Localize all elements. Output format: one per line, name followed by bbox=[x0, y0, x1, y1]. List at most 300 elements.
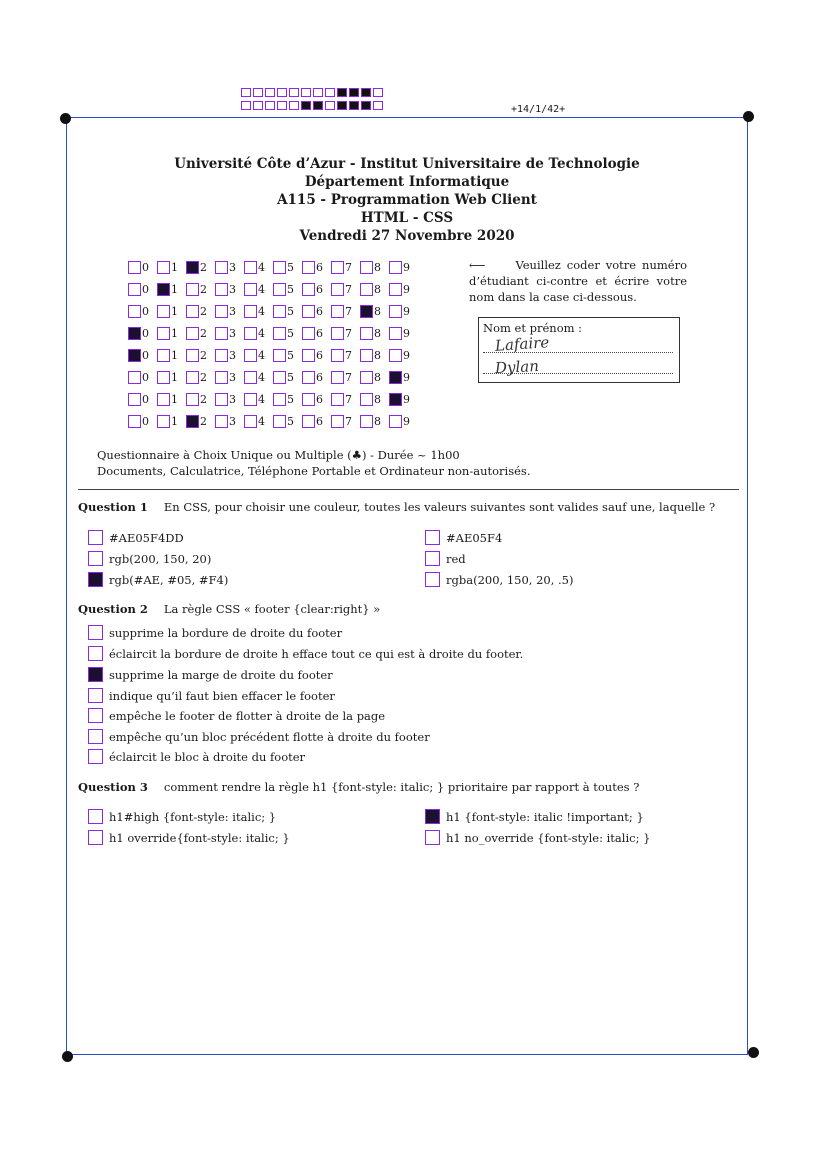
option-text: #AE05F4 bbox=[446, 530, 503, 545]
student-grid-cell[interactable] bbox=[128, 393, 157, 406]
digit-label: 0 bbox=[142, 282, 149, 296]
checkbox[interactable] bbox=[244, 261, 257, 274]
barcode-cell bbox=[253, 101, 263, 110]
digit-label: 6 bbox=[316, 392, 323, 406]
answer-checkbox[interactable] bbox=[88, 729, 103, 744]
student-grid-cell[interactable] bbox=[331, 261, 360, 274]
checkbox[interactable] bbox=[273, 305, 286, 318]
barcode-cell bbox=[313, 88, 323, 97]
digit-label: 6 bbox=[316, 304, 323, 318]
checkbox[interactable] bbox=[302, 327, 315, 340]
checkbox[interactable] bbox=[360, 261, 373, 274]
student-grid-cell[interactable] bbox=[244, 349, 273, 362]
checkbox[interactable] bbox=[331, 415, 344, 428]
checkbox[interactable] bbox=[331, 393, 344, 406]
barcode-cell bbox=[277, 101, 287, 110]
checkbox[interactable] bbox=[389, 349, 402, 362]
barcode-row-2 bbox=[241, 101, 383, 110]
student-grid-cell[interactable] bbox=[244, 393, 273, 406]
student-grid-row bbox=[128, 256, 418, 278]
student-grid-cell[interactable] bbox=[302, 393, 331, 406]
question-2-option[interactable] bbox=[88, 749, 305, 764]
student-grid-cell[interactable] bbox=[273, 305, 302, 318]
checkbox[interactable] bbox=[244, 393, 257, 406]
answer-checkbox[interactable] bbox=[425, 551, 440, 566]
student-grid-cell[interactable] bbox=[186, 349, 215, 362]
student-grid-cell[interactable] bbox=[215, 415, 244, 428]
barcode-cell bbox=[289, 101, 299, 110]
checkbox[interactable] bbox=[302, 371, 315, 384]
question-3-option[interactable] bbox=[425, 809, 644, 824]
student-grid-cell[interactable] bbox=[360, 371, 389, 384]
digit-label: 5 bbox=[287, 326, 294, 340]
student-grid-cell[interactable] bbox=[302, 371, 331, 384]
student-grid-cell[interactable] bbox=[273, 327, 302, 340]
question-text: La règle CSS « footer {clear:right} » bbox=[163, 602, 381, 616]
checkbox[interactable] bbox=[360, 327, 373, 340]
student-grid-cell[interactable] bbox=[331, 349, 360, 362]
checkbox[interactable] bbox=[128, 305, 141, 318]
digit-label: 0 bbox=[142, 260, 149, 274]
barcode-cell bbox=[337, 88, 347, 97]
digit-label: 9 bbox=[403, 348, 410, 362]
answer-checkbox[interactable] bbox=[88, 830, 103, 845]
student-grid-cell[interactable] bbox=[157, 283, 186, 296]
student-grid-cell[interactable] bbox=[128, 371, 157, 384]
student-grid-row bbox=[128, 344, 418, 366]
handwritten-last-name: Lafaire bbox=[494, 333, 550, 355]
student-grid-cell[interactable] bbox=[302, 327, 331, 340]
student-grid-cell[interactable] bbox=[389, 305, 418, 318]
student-grid-cell[interactable] bbox=[360, 349, 389, 362]
question-2-option[interactable] bbox=[88, 646, 523, 661]
student-grid-cell[interactable] bbox=[215, 349, 244, 362]
digit-label: 1 bbox=[171, 392, 178, 406]
digit-label: 3 bbox=[229, 348, 236, 362]
student-grid-cell[interactable] bbox=[302, 415, 331, 428]
student-grid-row bbox=[128, 388, 418, 410]
checkbox[interactable] bbox=[157, 393, 170, 406]
student-grid-cell[interactable] bbox=[360, 261, 389, 274]
barcode-cell bbox=[265, 88, 275, 97]
answer-checkbox[interactable] bbox=[88, 749, 103, 764]
student-grid-cell[interactable] bbox=[273, 393, 302, 406]
checkbox[interactable] bbox=[244, 371, 257, 384]
question-label: Question 3 bbox=[78, 780, 148, 794]
student-grid-cell[interactable] bbox=[215, 327, 244, 340]
answer-checkbox[interactable] bbox=[88, 809, 103, 824]
barcode-cell bbox=[361, 88, 371, 97]
answer-checkbox[interactable] bbox=[88, 625, 103, 640]
option-text: éclaircit la bordure de droite h efface tout ce qui est à droite du footer. bbox=[109, 646, 524, 661]
checkbox[interactable] bbox=[389, 415, 402, 428]
barcode-cell bbox=[373, 88, 383, 97]
option-text: éclaircit le bloc à droite du footer bbox=[109, 749, 306, 764]
student-grid-cell[interactable] bbox=[360, 327, 389, 340]
checkbox[interactable] bbox=[128, 327, 141, 340]
student-number-grid bbox=[128, 256, 418, 432]
student-grid-cell[interactable] bbox=[244, 305, 273, 318]
question-1-option[interactable] bbox=[425, 551, 466, 566]
checkbox[interactable] bbox=[389, 393, 402, 406]
student-grid-cell[interactable] bbox=[157, 393, 186, 406]
checkbox[interactable] bbox=[389, 371, 402, 384]
checkbox[interactable] bbox=[186, 371, 199, 384]
digit-label: 3 bbox=[229, 392, 236, 406]
student-grid-cell[interactable] bbox=[215, 305, 244, 318]
name-box[interactable] bbox=[478, 317, 680, 383]
student-grid-cell[interactable] bbox=[128, 305, 157, 318]
student-grid-cell[interactable] bbox=[128, 261, 157, 274]
checkbox[interactable] bbox=[302, 261, 315, 274]
separator bbox=[78, 489, 739, 490]
digit-label: 8 bbox=[374, 370, 381, 384]
question-label: Question 1 bbox=[78, 500, 148, 514]
student-grid-cell[interactable] bbox=[128, 415, 157, 428]
answer-checkbox[interactable] bbox=[88, 551, 103, 566]
question-3-option[interactable] bbox=[425, 830, 650, 845]
student-grid-cell[interactable] bbox=[389, 283, 418, 296]
digit-label: 0 bbox=[142, 392, 149, 406]
barcode-cell bbox=[301, 88, 311, 97]
barcode-cell bbox=[241, 88, 251, 97]
student-grid-cell[interactable] bbox=[215, 393, 244, 406]
checkbox[interactable] bbox=[331, 371, 344, 384]
digit-label: 0 bbox=[142, 414, 149, 428]
option-text: rgb(#AE, #05, #F4) bbox=[109, 572, 229, 587]
question-3-option[interactable] bbox=[88, 830, 290, 845]
student-id-instructions bbox=[469, 257, 687, 305]
digit-label: 8 bbox=[374, 282, 381, 296]
question-3-option[interactable] bbox=[88, 809, 276, 824]
student-grid-cell[interactable] bbox=[331, 371, 360, 384]
student-grid-cell[interactable] bbox=[389, 349, 418, 362]
option-text: empêche qu’un bloc précédent flotte à droite du footer bbox=[109, 729, 430, 744]
student-grid-cell[interactable] bbox=[273, 415, 302, 428]
checkbox[interactable] bbox=[186, 393, 199, 406]
student-grid-cell[interactable] bbox=[186, 371, 215, 384]
barcode-cell bbox=[337, 101, 347, 110]
digit-label: 3 bbox=[229, 326, 236, 340]
student-grid-cell[interactable] bbox=[215, 371, 244, 384]
digit-label: 9 bbox=[403, 282, 410, 296]
question-text: En CSS, pour choisir une couleur, toutes les valeurs suivantes sont valides sauf une, laquelle ? bbox=[163, 500, 716, 514]
student-grid-cell[interactable] bbox=[186, 305, 215, 318]
checkbox[interactable] bbox=[302, 393, 315, 406]
student-grid-cell[interactable] bbox=[302, 349, 331, 362]
checkbox[interactable] bbox=[360, 415, 373, 428]
checkbox[interactable] bbox=[273, 415, 286, 428]
exam-info-line-1: Questionnaire à Choix Unique ou Multiple (♣) - Durée ~ 1h00 bbox=[97, 448, 460, 462]
checkbox[interactable] bbox=[186, 261, 199, 274]
answer-checkbox[interactable] bbox=[425, 809, 440, 824]
option-text: h1#high {font-style: italic; } bbox=[109, 809, 277, 824]
digit-label: 1 bbox=[171, 414, 178, 428]
student-grid-cell[interactable] bbox=[273, 283, 302, 296]
checkbox[interactable] bbox=[360, 349, 373, 362]
digit-label: 4 bbox=[258, 392, 265, 406]
student-grid-cell[interactable] bbox=[273, 371, 302, 384]
digit-label: 3 bbox=[229, 260, 236, 274]
digit-label: 4 bbox=[258, 304, 265, 318]
student-grid-cell[interactable] bbox=[302, 261, 331, 274]
question-2-option[interactable] bbox=[88, 688, 335, 703]
option-text: h1 override{font-style: italic; } bbox=[109, 830, 290, 845]
answer-checkbox[interactable] bbox=[425, 830, 440, 845]
digit-label: 4 bbox=[258, 348, 265, 362]
checkbox[interactable] bbox=[244, 349, 257, 362]
digit-label: 9 bbox=[403, 370, 410, 384]
checkbox[interactable] bbox=[215, 393, 228, 406]
student-grid-cell[interactable] bbox=[360, 305, 389, 318]
student-grid-row bbox=[128, 410, 418, 432]
digit-label: 1 bbox=[171, 282, 178, 296]
digit-label: 2 bbox=[200, 260, 207, 274]
checkbox[interactable] bbox=[215, 349, 228, 362]
checkbox[interactable] bbox=[186, 305, 199, 318]
question-label: Question 2 bbox=[78, 602, 148, 616]
barcode-cell bbox=[325, 88, 335, 97]
checkbox[interactable] bbox=[302, 349, 315, 362]
checkbox[interactable] bbox=[244, 305, 257, 318]
digit-label: 9 bbox=[403, 326, 410, 340]
digit-label: 5 bbox=[287, 282, 294, 296]
student-grid-cell[interactable] bbox=[157, 415, 186, 428]
student-grid-cell[interactable] bbox=[244, 327, 273, 340]
digit-label: 7 bbox=[345, 282, 352, 296]
student-grid-cell[interactable] bbox=[157, 261, 186, 274]
checkbox[interactable] bbox=[244, 327, 257, 340]
student-grid-cell[interactable] bbox=[389, 393, 418, 406]
checkbox[interactable] bbox=[273, 349, 286, 362]
checkbox[interactable] bbox=[128, 283, 141, 296]
student-grid-cell[interactable] bbox=[360, 393, 389, 406]
student-grid-cell[interactable] bbox=[244, 283, 273, 296]
checkbox[interactable] bbox=[389, 305, 402, 318]
question-1-option[interactable] bbox=[88, 572, 228, 587]
option-text: red bbox=[446, 551, 466, 566]
checkbox[interactable] bbox=[273, 393, 286, 406]
digit-label: 7 bbox=[345, 392, 352, 406]
checkbox[interactable] bbox=[331, 261, 344, 274]
checkbox[interactable] bbox=[273, 283, 286, 296]
option-text: indique qu’il faut bien effacer le footer bbox=[109, 688, 335, 703]
checkbox[interactable] bbox=[244, 415, 257, 428]
digit-label: 4 bbox=[258, 370, 265, 384]
question-1-option[interactable] bbox=[88, 551, 211, 566]
student-grid-cell[interactable] bbox=[186, 283, 215, 296]
question-1-option[interactable] bbox=[88, 530, 184, 545]
checkbox[interactable] bbox=[331, 327, 344, 340]
checkbox[interactable] bbox=[360, 371, 373, 384]
checkbox[interactable] bbox=[302, 305, 315, 318]
digit-label: 3 bbox=[229, 304, 236, 318]
question-1-title bbox=[78, 500, 715, 514]
student-grid-cell[interactable] bbox=[331, 305, 360, 318]
checkbox[interactable] bbox=[186, 283, 199, 296]
checkbox[interactable] bbox=[302, 415, 315, 428]
digit-label: 8 bbox=[374, 260, 381, 274]
checkbox[interactable] bbox=[360, 393, 373, 406]
option-text: supprime la bordure de droite du footer bbox=[109, 625, 343, 640]
student-grid-cell[interactable] bbox=[157, 305, 186, 318]
answer-checkbox[interactable] bbox=[88, 572, 103, 587]
digit-label: 6 bbox=[316, 326, 323, 340]
student-grid-cell[interactable] bbox=[302, 305, 331, 318]
student-grid-cell[interactable] bbox=[273, 261, 302, 274]
student-grid-cell[interactable] bbox=[360, 283, 389, 296]
answer-checkbox[interactable] bbox=[425, 530, 440, 545]
arrow-left-icon: ⟵ bbox=[469, 258, 486, 272]
student-grid-cell[interactable] bbox=[302, 283, 331, 296]
option-text: h1 {font-style: italic !important; } bbox=[446, 809, 644, 824]
student-grid-cell[interactable] bbox=[331, 415, 360, 428]
student-grid-cell[interactable] bbox=[389, 261, 418, 274]
checkbox[interactable] bbox=[186, 327, 199, 340]
barcode-cell bbox=[241, 101, 251, 110]
student-grid-cell[interactable] bbox=[128, 283, 157, 296]
checkbox[interactable] bbox=[157, 283, 170, 296]
checkbox[interactable] bbox=[215, 283, 228, 296]
option-text: rgb(200, 150, 20) bbox=[109, 551, 212, 566]
checkbox[interactable] bbox=[215, 415, 228, 428]
checkbox[interactable] bbox=[128, 371, 141, 384]
student-grid-cell[interactable] bbox=[360, 415, 389, 428]
checkbox[interactable] bbox=[186, 349, 199, 362]
corner-mark-bottom-left bbox=[62, 1051, 73, 1062]
digit-label: 6 bbox=[316, 348, 323, 362]
checkbox[interactable] bbox=[331, 305, 344, 318]
checkbox[interactable] bbox=[157, 305, 170, 318]
option-text: #AE05F4DD bbox=[109, 530, 184, 545]
handwritten-first-name: Dylan bbox=[494, 356, 540, 378]
student-grid-cell[interactable] bbox=[389, 327, 418, 340]
question-1-option[interactable] bbox=[425, 530, 502, 545]
checkbox[interactable] bbox=[128, 415, 141, 428]
digit-label: 4 bbox=[258, 326, 265, 340]
digit-label: 3 bbox=[229, 282, 236, 296]
checkbox[interactable] bbox=[273, 371, 286, 384]
student-grid-cell[interactable] bbox=[128, 327, 157, 340]
student-grid-cell[interactable] bbox=[186, 261, 215, 274]
digit-label: 5 bbox=[287, 392, 294, 406]
question-text: comment rendre la règle h1 {font-style: italic; } prioritaire par rapport à toutes ? bbox=[163, 780, 640, 794]
checkbox[interactable] bbox=[273, 327, 286, 340]
checkbox[interactable] bbox=[215, 371, 228, 384]
student-grid-cell[interactable] bbox=[273, 349, 302, 362]
barcode-cell bbox=[265, 101, 275, 110]
checkbox[interactable] bbox=[389, 327, 402, 340]
corner-mark-top-right bbox=[743, 111, 754, 122]
question-2-option[interactable] bbox=[88, 667, 333, 682]
checkbox[interactable] bbox=[389, 283, 402, 296]
student-grid-cell[interactable] bbox=[215, 283, 244, 296]
exam-info-line-2: Documents, Calculatrice, Téléphone Portable et Ordinateur non-autorisés. bbox=[97, 464, 531, 478]
student-grid-cell[interactable] bbox=[244, 415, 273, 428]
student-grid-cell[interactable] bbox=[331, 393, 360, 406]
header-department: Département Informatique bbox=[304, 174, 510, 190]
checkbox[interactable] bbox=[157, 415, 170, 428]
digit-label: 1 bbox=[171, 260, 178, 274]
checkbox[interactable] bbox=[157, 371, 170, 384]
checkbox[interactable] bbox=[389, 261, 402, 274]
checkbox[interactable] bbox=[331, 349, 344, 362]
answer-checkbox[interactable] bbox=[425, 572, 440, 587]
checkbox[interactable] bbox=[331, 283, 344, 296]
checkbox[interactable] bbox=[157, 327, 170, 340]
digit-label: 2 bbox=[200, 282, 207, 296]
barcode-cell bbox=[373, 101, 383, 110]
question-1-option[interactable] bbox=[425, 572, 574, 587]
student-grid-cell[interactable] bbox=[389, 371, 418, 384]
digit-label: 7 bbox=[345, 370, 352, 384]
barcode-cell bbox=[313, 101, 323, 110]
digit-label: 9 bbox=[403, 392, 410, 406]
checkbox[interactable] bbox=[360, 305, 373, 318]
checkbox[interactable] bbox=[215, 261, 228, 274]
question-2-option[interactable] bbox=[88, 708, 385, 723]
question-2-option[interactable] bbox=[88, 625, 342, 640]
student-grid-cell[interactable] bbox=[244, 371, 273, 384]
student-grid-cell[interactable] bbox=[389, 415, 418, 428]
option-text: supprime la marge de droite du footer bbox=[109, 667, 333, 682]
checkbox[interactable] bbox=[302, 283, 315, 296]
answer-checkbox[interactable] bbox=[88, 530, 103, 545]
student-grid-cell[interactable] bbox=[331, 283, 360, 296]
student-grid-cell[interactable] bbox=[157, 327, 186, 340]
checkbox[interactable] bbox=[215, 327, 228, 340]
digit-label: 5 bbox=[287, 370, 294, 384]
barcode-cell bbox=[349, 88, 359, 97]
checkbox[interactable] bbox=[186, 415, 199, 428]
answer-checkbox[interactable] bbox=[88, 708, 103, 723]
checkbox[interactable] bbox=[273, 261, 286, 274]
checkbox[interactable] bbox=[244, 283, 257, 296]
student-grid-cell[interactable] bbox=[244, 261, 273, 274]
student-grid-cell[interactable] bbox=[157, 371, 186, 384]
student-grid-cell[interactable] bbox=[331, 327, 360, 340]
checkbox[interactable] bbox=[128, 261, 141, 274]
student-grid-cell[interactable] bbox=[157, 349, 186, 362]
digit-label: 9 bbox=[403, 304, 410, 318]
student-grid-cell[interactable] bbox=[215, 261, 244, 274]
digit-label: 1 bbox=[171, 348, 178, 362]
answer-checkbox[interactable] bbox=[88, 646, 103, 661]
digit-label: 3 bbox=[229, 414, 236, 428]
checkbox[interactable] bbox=[360, 283, 373, 296]
student-grid-cell[interactable] bbox=[128, 349, 157, 362]
digit-label: 8 bbox=[374, 326, 381, 340]
digit-label: 0 bbox=[142, 326, 149, 340]
digit-label: 1 bbox=[171, 304, 178, 318]
student-grid-cell[interactable] bbox=[186, 327, 215, 340]
checkbox[interactable] bbox=[157, 349, 170, 362]
checkbox[interactable] bbox=[128, 349, 141, 362]
digit-label: 5 bbox=[287, 304, 294, 318]
checkbox[interactable] bbox=[128, 393, 141, 406]
question-2-option[interactable] bbox=[88, 729, 430, 744]
question-3-title bbox=[78, 780, 639, 794]
name-box-label: Nom et prénom : bbox=[483, 321, 583, 335]
answer-checkbox[interactable] bbox=[88, 667, 103, 682]
checkbox[interactable] bbox=[157, 261, 170, 274]
option-text: empêche le footer de flotter à droite de la page bbox=[109, 708, 386, 723]
checkbox[interactable] bbox=[215, 305, 228, 318]
student-grid-cell[interactable] bbox=[186, 393, 215, 406]
student-grid-cell[interactable] bbox=[186, 415, 215, 428]
answer-checkbox[interactable] bbox=[88, 688, 103, 703]
student-grid-row bbox=[128, 322, 418, 344]
